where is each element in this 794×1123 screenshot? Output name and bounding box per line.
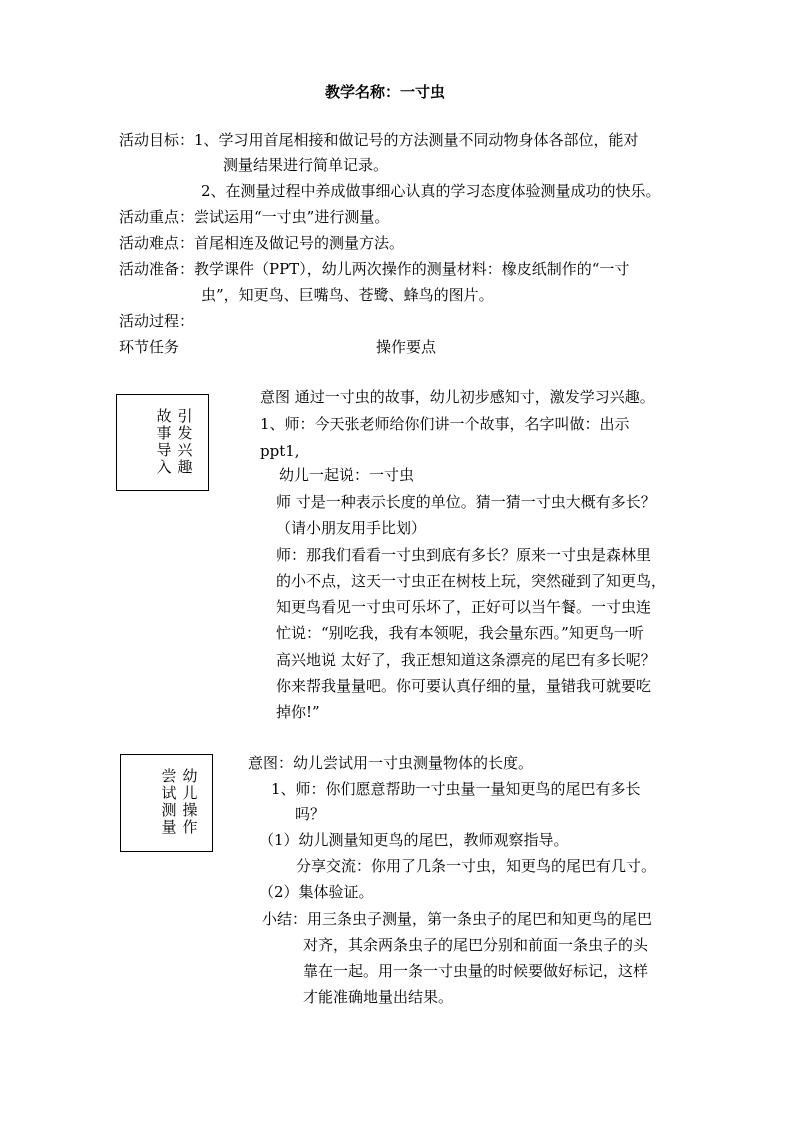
key-point: 活动重点：尝试运用“一寸虫”进行测量。: [119, 208, 390, 226]
stage-label-1a: 引发兴趣: [177, 407, 193, 476]
objective-line-3: 2、在测量过程中养成做事细心认真的学习态度体验测量成功的快乐。: [201, 182, 661, 200]
s2-line: （1）幼儿测量知更鸟的尾巴，教师观察指导。: [259, 831, 569, 849]
preparation-line-1: 活动准备：教学课件（PPT），幼儿两次操作的测量材料：橡皮纸制作的“一寸: [119, 260, 630, 278]
stage-box-1: [116, 394, 209, 491]
column-header-points: 操作要点: [376, 338, 437, 356]
s1-intent: 意图 通过一寸虫的故事，幼儿初步感知寸，激发学习兴趣。: [260, 388, 655, 406]
s1-line: 忙说：“别吃我，我有本领呢，我会量东西。”知更鸟一听: [276, 624, 644, 642]
objective-line-2: 测量结果进行简单记录。: [223, 156, 389, 174]
stage-label-1b: 故事导入: [156, 407, 172, 476]
s1-line: 师：那我们看看一寸虫到底有多长？原来一寸虫是森林里: [276, 546, 652, 564]
s2-line: （2）集体验证。: [259, 883, 374, 901]
s2-intent: 意图：幼儿尝试用一寸虫测量物体的长度。: [248, 754, 534, 772]
s2-line: 吗？: [295, 805, 326, 823]
s1-line: 你来帮我量量吧。你可要认真仔细的量，量错我可就要吃: [276, 677, 652, 695]
objective-line-1: 活动目标：1、学习用首尾相接和做记号的方法测量不同动物身体各部位，能对: [119, 131, 639, 149]
document-title: 教学名称：一寸虫: [325, 83, 446, 101]
s1-line: 掉你!”: [276, 703, 320, 721]
s1-line: 知更鸟看见一寸虫可乐坏了，正好可以当午餐。一寸虫连: [276, 598, 652, 616]
preparation-line-2: 虫”，知更鸟、巨嘴鸟、苍鹭、蜂鸟的图片。: [201, 286, 494, 304]
s2-summary: 小结：用三条虫子测量，第一条虫子的尾巴和知更鸟的尾巴: [262, 910, 653, 928]
s1-line: （请小朋友用手比划）: [276, 519, 427, 537]
stage-box-2: [120, 754, 213, 852]
stage-label-2a: 幼儿操作: [182, 767, 198, 836]
s1-line: ppt1,: [260, 442, 300, 460]
s2-line: 1、师：你们愿意帮助一寸虫量一量知更鸟的尾巴有多长: [271, 780, 641, 798]
difficulty: 活动难点：首尾相连及做记号的测量方法。: [119, 234, 405, 252]
s1-line: 1、师：今天张老师给你们讲一个故事，名字叫做：出示: [260, 415, 630, 433]
s1-line: 幼儿一起说：一寸虫: [279, 466, 415, 484]
s2-line: 才能准确地量出结果。: [303, 988, 454, 1006]
stage-label-2b: 尝试测量: [161, 767, 177, 836]
s2-line: 对齐，其余两条虫子的尾巴分别和前面一条虫子的头: [303, 936, 649, 954]
s1-line: 师 寸是一种表示长度的单位。猜一猜一寸虫大概有多长？: [276, 493, 656, 511]
process-heading: 活动过程：: [119, 312, 195, 330]
s2-line: 靠在一起。用一条一寸虫量的时候要做好标记，这样: [303, 962, 649, 980]
s1-line: 高兴地说 太好了，我正想知道这条漂亮的尾巴有多长呢？: [276, 651, 656, 669]
s1-line: 的小不点，这天一寸虫正在树枝上玩，突然碰到了知更鸟，: [276, 572, 667, 590]
column-header-stage: 环节任务: [119, 338, 180, 356]
s2-line: 分享交流：你用了几条一寸虫，知更鸟的尾巴有几寸。: [296, 857, 657, 875]
